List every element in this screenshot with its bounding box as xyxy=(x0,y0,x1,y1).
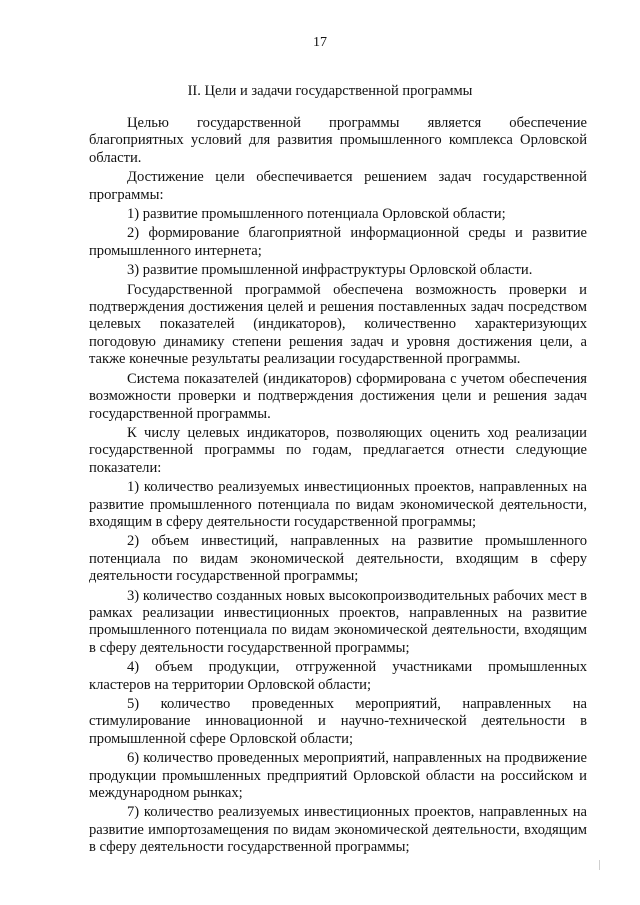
indicator-item-1: 1) количество реализуемых инвестиционных проектов, направленных на развитие промышленного потенциала по видам экономической деятельности, входящим в сферу деятельности государственной программы; xyxy=(89,479,587,530)
task-item-1: 1) развитие промышленного потенциала Орловской области; xyxy=(127,206,506,223)
page-number: 17 xyxy=(313,35,327,50)
indicator-item-5: 5) количество проведенных мероприятий, направленных на стимулирование инновационной и научно-технической деятельности в промышленной сфере Орловской области; xyxy=(89,696,587,747)
indicator-item-4: 4) объем продукции, отгруженной участниками промышленных кластеров на территории Орловской области; xyxy=(89,659,587,693)
paragraph-tasks-intro: Достижение цели обеспечивается решением задач государственной программы: xyxy=(89,169,587,203)
paragraph-goal: Целью государственной программы является обеспечение благоприятных условий для развития промышленного комплекса Орловской области. xyxy=(89,115,587,166)
indicator-item-6: 6) количество проведенных мероприятий, направленных на продвижение продукции промышленных предприятий Орловской области на российском и международном рынках; xyxy=(89,750,587,802)
task-item-3: 3) развитие промышленной инфраструктуры Орловской области. xyxy=(127,262,533,279)
indicator-item-7: 7) количество реализуемых инвестиционных проектов, направленных на развитие импортозамещения по видам экономической деятельности, входящим в сферу деятельности государственной программы; xyxy=(89,804,587,856)
scan-artifact xyxy=(599,860,600,870)
paragraph-verification: Государственной программой обеспечена возможность проверки и подтверждения достижения целей и решения поставленных задач посредством целевых показателей (индикаторов), количественно характеризующих погодовую динамику степени решения задач и уровня достижения цели, а также конечные результаты реализации государственной программы. xyxy=(89,281,587,368)
section-title: II. Цели и задачи государственной программы xyxy=(187,83,473,99)
body-text xyxy=(89,115,587,859)
task-item-2: 2) формирование благоприятной информационной среды и развитие промышленного интернета; xyxy=(89,225,587,259)
paragraph-indicator-system: Система показателей (индикаторов) сформирована с учетом обеспечения возможности проверки и подтверждения достижения цели и решения задач государственной программы. xyxy=(89,370,587,422)
indicator-item-3: 3) количество созданных новых высокопроизводительных рабочих мест в рамках реализации инвестиционных проектов, направленных на развитие промышленного потенциала по видам экономической деятельности, входящим в сферу деятельности государственной программы; xyxy=(89,587,587,656)
paragraph-indicators-intro: К числу целевых индикаторов, позволяющих оценить ход реализации государственной программы по годам, предлагается отнести следующие показатели: xyxy=(89,424,587,476)
indicator-item-2: 2) объем инвестиций, направленных на развитие промышленного потенциала по видам экономической деятельности, входящим в сферу деятельности государственной программы; xyxy=(89,533,587,585)
